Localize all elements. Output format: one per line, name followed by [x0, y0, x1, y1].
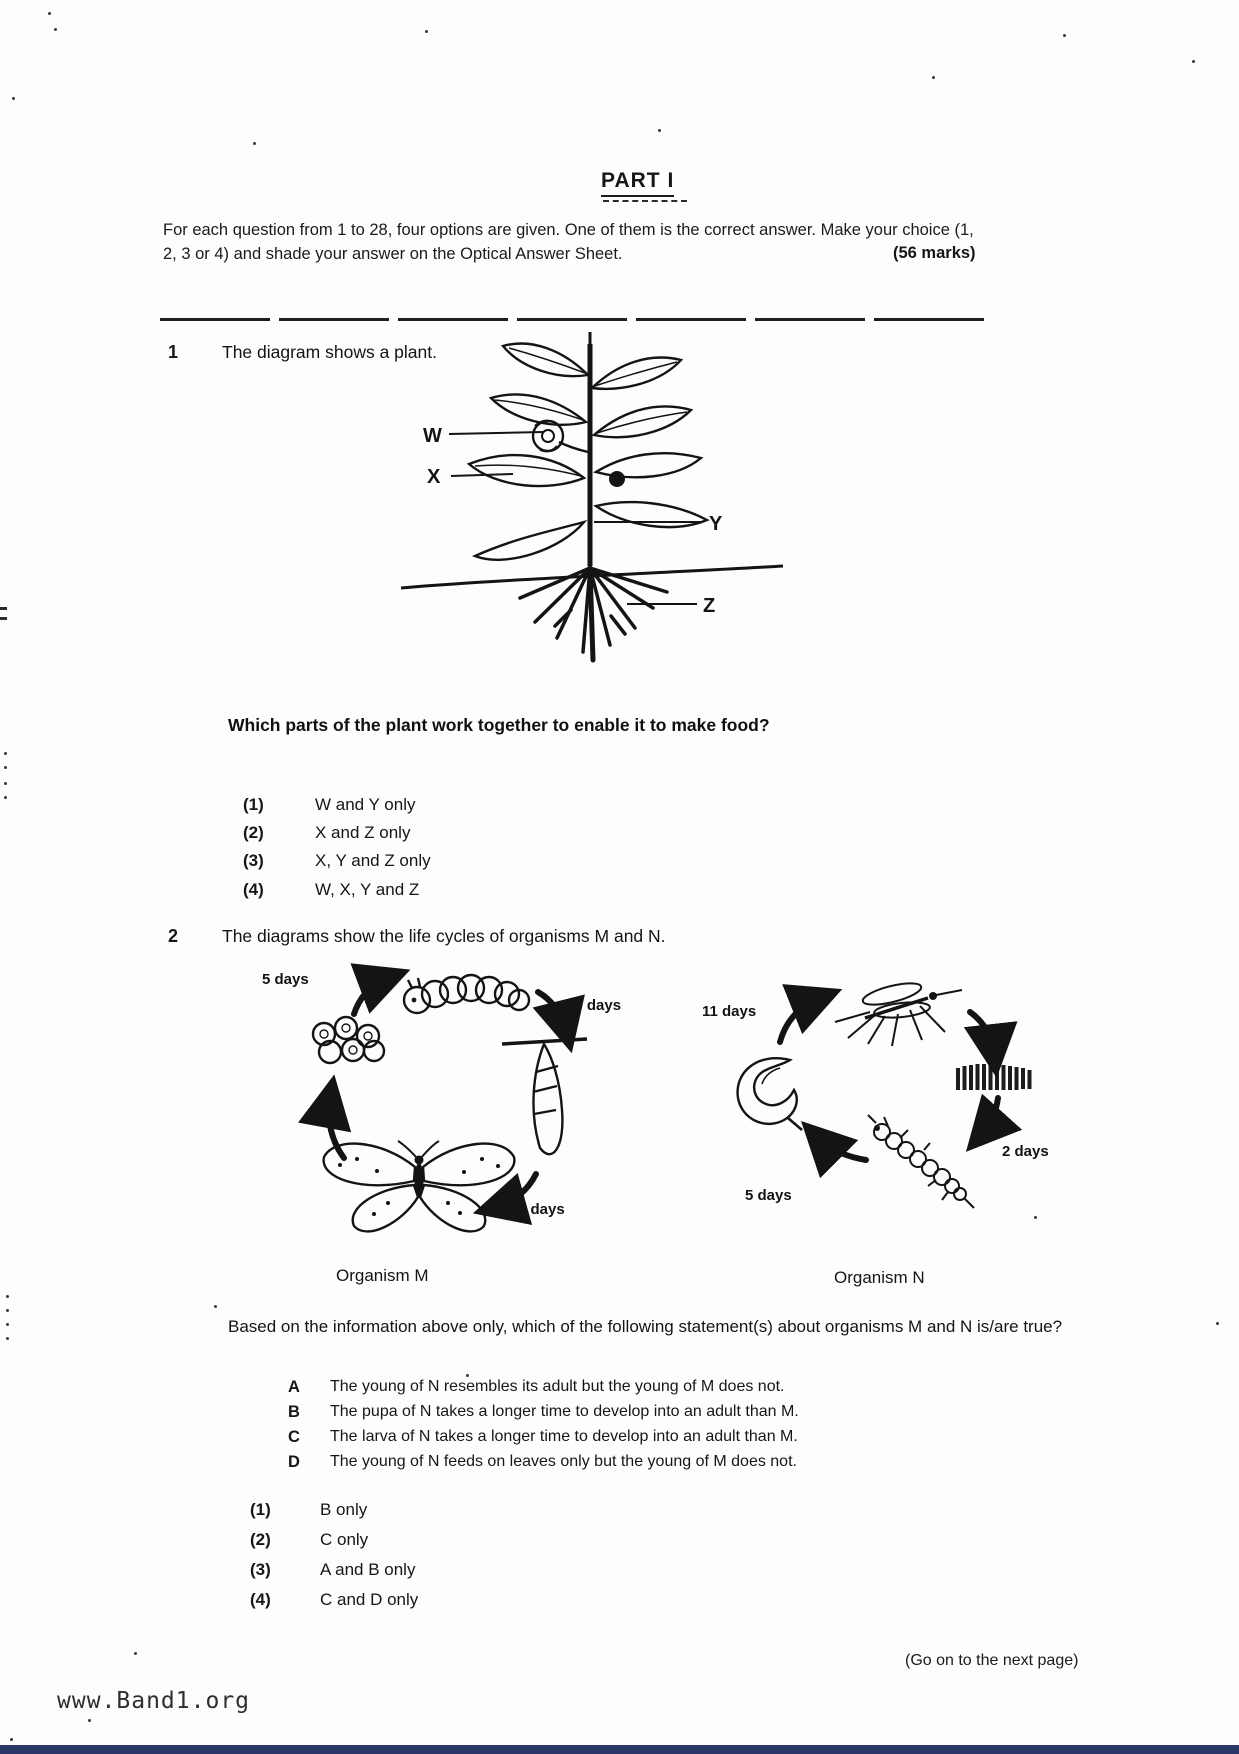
plant-diagram	[385, 330, 785, 665]
q1-option-2-text: X and Z only	[315, 823, 411, 842]
q1-option-3-number: (3)	[243, 851, 264, 870]
scan-speck	[6, 1295, 9, 1298]
q1-option-4-number: (4)	[243, 880, 264, 899]
q1-question: Which parts of the plant work together to enable it to make food?	[228, 715, 770, 735]
q2-option-2-number: (2)	[250, 1530, 271, 1549]
n-arrow-larva-to-pupa	[818, 1138, 866, 1160]
n-adult-drawing	[835, 979, 962, 1046]
q2-statement-d-letter: D	[288, 1453, 300, 1471]
q2-option-2-text: C only	[320, 1530, 369, 1549]
leader-line-x	[451, 474, 513, 476]
n-arrow-egg-to-larva	[982, 1098, 998, 1134]
q2-option-3-text: A and B only	[320, 1560, 416, 1579]
q1-option-4-text: W, X, Y and Z	[315, 880, 420, 899]
q1-stem: The diagram shows a plant.	[222, 342, 437, 362]
plant-label-w: W	[423, 425, 442, 447]
m-pupa-drawing	[533, 1044, 562, 1154]
scan-speck	[4, 782, 7, 785]
q2-statement-c-letter: C	[288, 1428, 300, 1446]
scan-speck	[1063, 34, 1066, 37]
scan-speck	[4, 796, 7, 799]
scan-speck	[10, 1738, 13, 1741]
scan-speck	[6, 1337, 9, 1340]
plant-label-x: X	[427, 466, 441, 488]
q2-question: Based on the information above only, which of the following statement(s) about organisms M and N is/are true?	[228, 1317, 1063, 1336]
q1-option-2-number: (2)	[243, 823, 264, 842]
n-eggs-drawing	[956, 1064, 1032, 1090]
watermark: www.Band1.org	[57, 1688, 251, 1714]
q2-statement-c-text: The larva of N takes a longer time to develop into an adult than M.	[330, 1428, 798, 1445]
scan-edge-mark	[0, 617, 7, 620]
marks-label: (56 marks)	[893, 244, 976, 262]
instructions-text: For each question from 1 to 28, four options are given. One of them is the correct answer. Make your choice (1, 2, 3 or 4) and shade your answer on the Optical Answer Sheet.	[163, 221, 974, 263]
q2-option-1-number: (1)	[250, 1500, 271, 1519]
n-pupa-drawing	[738, 1058, 802, 1130]
n-duration-pupa-to-adult: 11 days	[702, 1003, 757, 1020]
footer-next-page: (Go on to the next page)	[905, 1652, 1079, 1669]
scan-speck	[12, 97, 15, 100]
scan-speck	[6, 1323, 9, 1326]
scan-speck	[253, 142, 256, 145]
q2-statement-a-text: The young of N resembles its adult but the young of M does not.	[330, 1378, 785, 1395]
n-larva-drawing	[868, 1115, 974, 1208]
q2-option-3-number: (3)	[250, 1560, 271, 1579]
scan-edge-mark	[0, 607, 7, 610]
section-divider	[160, 318, 986, 321]
q1-option-1-number: (1)	[243, 795, 264, 814]
scan-speck	[932, 76, 935, 79]
m-adult-drawing	[324, 1141, 515, 1231]
m-duration-egg-to-larva: 5 days	[262, 971, 309, 988]
q2-statement-d-text: The young of N feeds on leaves only but the young of M does not.	[330, 1453, 797, 1470]
q2-stem: The diagrams show the life cycles of organisms M and N.	[222, 926, 666, 946]
scan-speck	[134, 1652, 137, 1655]
title-underline-decoration	[603, 200, 687, 202]
plant-label-y: Y	[709, 513, 723, 535]
m-larva-drawing	[404, 975, 529, 1013]
lifecycle-m-diagram	[222, 952, 622, 1247]
m-duration-pupa-to-adult: 5 days	[518, 1201, 565, 1218]
scan-speck	[4, 752, 7, 755]
organism-n-caption: Organism N	[834, 1268, 925, 1287]
scan-speck	[48, 12, 51, 15]
leader-line-w	[449, 432, 543, 434]
scan-speck	[54, 28, 57, 31]
m-arrow-larva-to-pupa	[538, 992, 566, 1030]
plant-label-z: Z	[703, 595, 716, 617]
n-arrow-adult-to-egg	[970, 1012, 994, 1054]
q2-number: 2	[168, 926, 179, 946]
scan-speck	[4, 766, 7, 769]
scan-speck	[1216, 1322, 1219, 1325]
scan-speck	[658, 129, 661, 132]
lifecycle-n-diagram	[630, 960, 1060, 1225]
n-duration-egg-to-larva: 2 days	[1002, 1143, 1049, 1160]
scan-speck	[466, 1374, 469, 1377]
m-eggs-drawing	[313, 1017, 384, 1063]
q2-statement-b-text: The pupa of N takes a longer time to develop into an adult than M.	[330, 1403, 799, 1420]
scan-speck	[88, 1719, 91, 1722]
organism-m-caption: Organism M	[336, 1266, 429, 1285]
page-title: PART I	[601, 169, 674, 197]
q2-option-1-text: B only	[320, 1500, 368, 1519]
q2-statement-b-letter: B	[288, 1403, 300, 1421]
m-arrow-egg-to-larva	[354, 978, 388, 1014]
q1-number: 1	[168, 342, 179, 362]
scan-speck	[6, 1309, 9, 1312]
scan-speck	[214, 1305, 217, 1308]
q1-option-1-text: W and Y only	[315, 795, 416, 814]
scan-speck	[1192, 60, 1195, 63]
q2-statement-a-letter: A	[288, 1378, 300, 1396]
q2-option-4-number: (4)	[250, 1590, 271, 1609]
n-arrow-pupa-to-adult	[780, 998, 820, 1042]
q2-option-4-text: C and D only	[320, 1590, 419, 1609]
q1-option-3-text: X, Y and Z only	[315, 851, 431, 870]
n-duration-larva-to-pupa: 5 days	[745, 1187, 792, 1204]
m-duration-larva-to-pupa: 16 days	[566, 997, 622, 1014]
scan-speck	[1034, 1216, 1037, 1219]
bottom-scan-bar	[0, 1745, 1239, 1754]
scan-speck	[425, 30, 428, 33]
